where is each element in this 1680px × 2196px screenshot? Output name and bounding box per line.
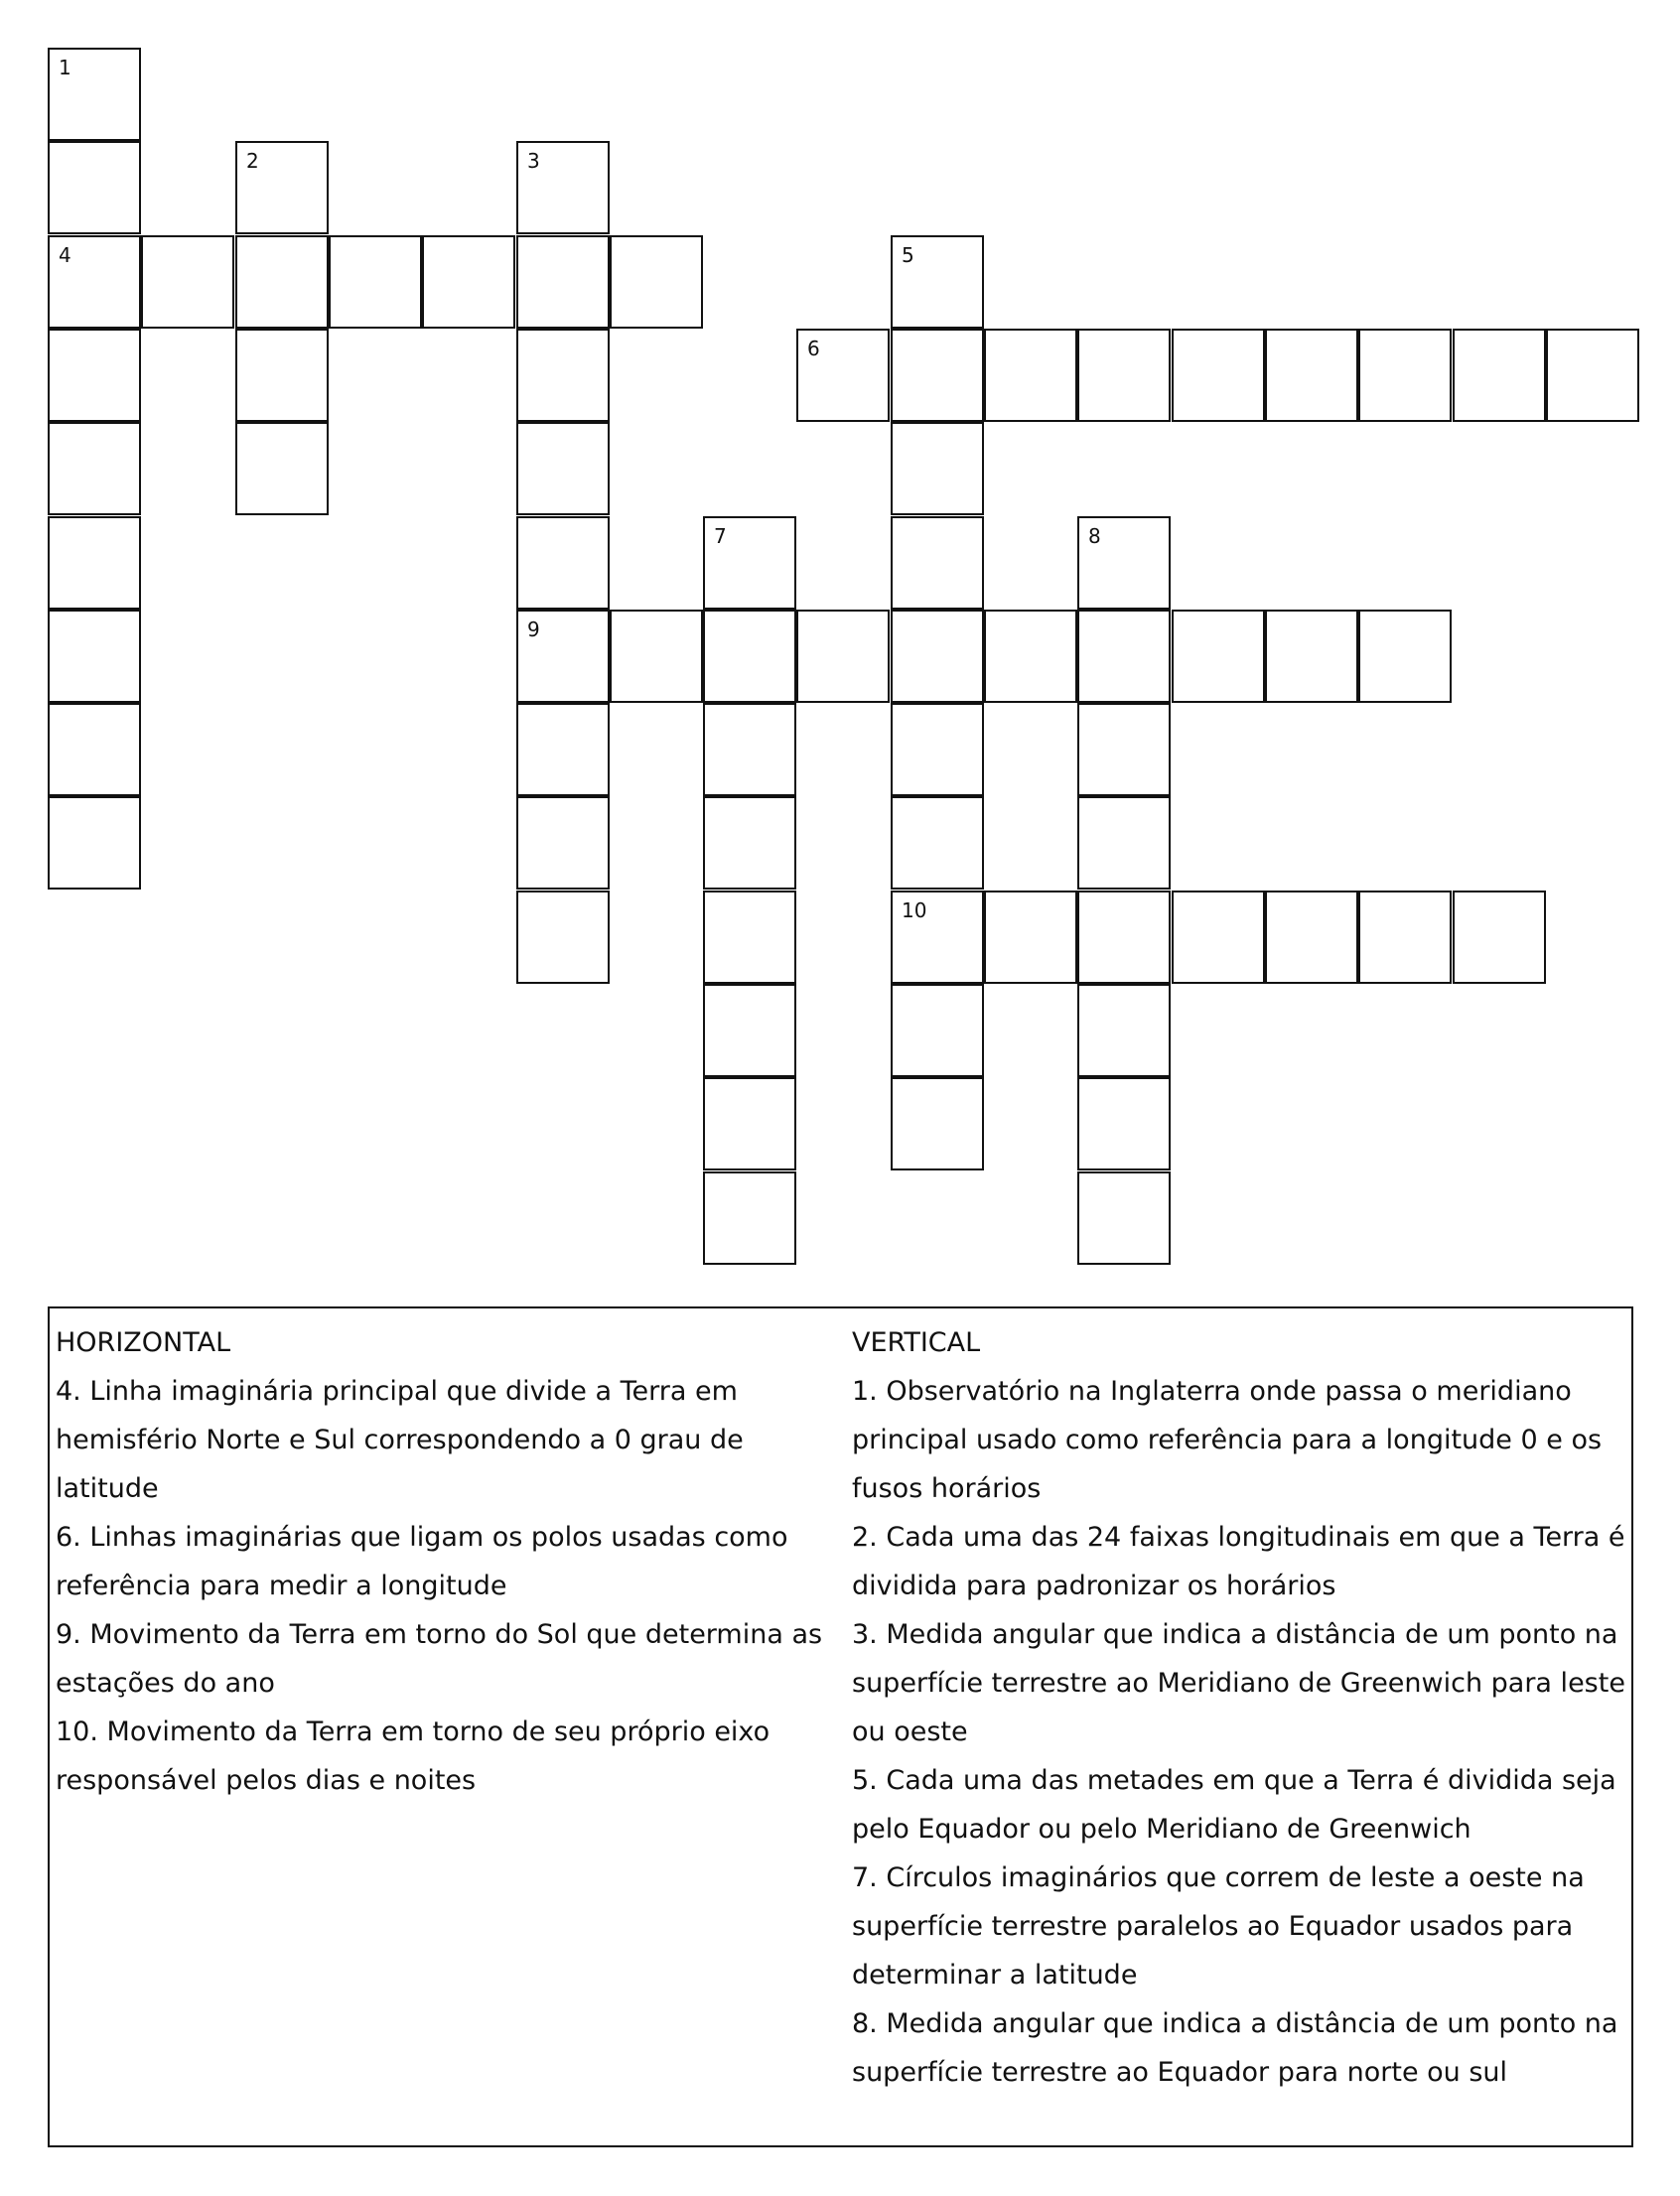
grid-cell[interactable] xyxy=(1265,329,1358,422)
grid-cell[interactable] xyxy=(48,235,141,329)
vertical-clues-column xyxy=(852,1318,1626,2097)
grid-cell[interactable] xyxy=(891,235,984,329)
grid-cell[interactable] xyxy=(984,610,1077,703)
grid-cell[interactable] xyxy=(891,422,984,515)
grid-cell[interactable] xyxy=(610,235,703,329)
grid-cell[interactable] xyxy=(1358,329,1452,422)
vertical-heading: VERTICAL xyxy=(852,1327,981,1358)
clue-number: 3 xyxy=(527,149,540,173)
clue-across-4: 4. Linha imaginária principal que divide a Terra em hemisfério Norte e Sul correspondendo a 0 grau de latitude xyxy=(56,1376,744,1504)
grid-cell[interactable] xyxy=(141,235,234,329)
clue-number: 1 xyxy=(59,56,71,79)
grid-cell[interactable] xyxy=(516,141,610,234)
grid-cell[interactable] xyxy=(1265,610,1358,703)
grid-cell[interactable] xyxy=(516,516,610,610)
clue-number: 2 xyxy=(246,149,259,173)
grid-cell[interactable] xyxy=(610,610,703,703)
grid-cell[interactable] xyxy=(1077,796,1171,890)
clue-down-5: 5. Cada uma das metades em que a Terra é dividida seja pelo Equador ou pelo Meridiano de Greenwich xyxy=(852,1765,1616,1845)
grid-cell[interactable] xyxy=(48,610,141,703)
clue-across-6: 6. Linhas imaginárias que ligam os polos usadas como referência para medir a longitude xyxy=(56,1522,788,1601)
clue-down-3: 3. Medida angular que indica a distância de um ponto na superfície terrestre ao Meridiano de Greenwich para leste ou oeste xyxy=(852,1619,1625,1747)
grid-cell[interactable] xyxy=(48,703,141,796)
grid-cell[interactable] xyxy=(1077,891,1171,984)
grid-cell[interactable] xyxy=(1172,891,1265,984)
grid-cell[interactable] xyxy=(796,329,890,422)
grid-cell[interactable] xyxy=(703,703,796,796)
grid-cell[interactable] xyxy=(891,796,984,890)
grid-cell[interactable] xyxy=(703,1077,796,1170)
grid-cell[interactable] xyxy=(703,796,796,890)
grid-cell[interactable] xyxy=(1358,891,1452,984)
clue-number: 5 xyxy=(902,243,914,267)
grid-cell[interactable] xyxy=(516,610,610,703)
grid-cell[interactable] xyxy=(235,422,329,515)
grid-cell[interactable] xyxy=(48,48,141,141)
grid-cell[interactable] xyxy=(1077,516,1171,610)
grid-cell[interactable] xyxy=(891,1077,984,1170)
grid-cell[interactable] xyxy=(1077,1171,1171,1265)
grid-cell[interactable] xyxy=(1172,610,1265,703)
grid-cell[interactable] xyxy=(516,703,610,796)
grid-cell[interactable] xyxy=(703,516,796,610)
clue-down-2: 2. Cada uma das 24 faixas longitudinais em que a Terra é dividida para padronizar os horários xyxy=(852,1522,1625,1601)
grid-cell[interactable] xyxy=(891,329,984,422)
horizontal-heading: HORIZONTAL xyxy=(56,1327,231,1358)
clue-number: 9 xyxy=(527,618,540,641)
grid-cell[interactable] xyxy=(1077,984,1171,1077)
grid-cell[interactable] xyxy=(235,141,329,234)
grid-cell[interactable] xyxy=(48,141,141,234)
grid-cell[interactable] xyxy=(235,329,329,422)
grid-cell[interactable] xyxy=(891,891,984,984)
grid-cell[interactable] xyxy=(329,235,422,329)
grid-cell[interactable] xyxy=(891,703,984,796)
grid-cell[interactable] xyxy=(48,329,141,422)
grid-cell[interactable] xyxy=(1358,610,1452,703)
grid-cell[interactable] xyxy=(984,891,1077,984)
grid-cell[interactable] xyxy=(703,610,796,703)
clue-down-8: 8. Medida angular que indica a distância de um ponto na superfície terrestre ao Equador para norte ou sul xyxy=(852,2008,1618,2088)
grid-cell[interactable] xyxy=(703,891,796,984)
horizontal-clues-column xyxy=(56,1318,850,1805)
grid-cell[interactable] xyxy=(516,235,610,329)
grid-cell[interactable] xyxy=(984,329,1077,422)
clue-number: 6 xyxy=(807,337,820,360)
grid-cell[interactable] xyxy=(48,422,141,515)
grid-cell[interactable] xyxy=(891,516,984,610)
grid-cell[interactable] xyxy=(1077,329,1171,422)
grid-cell[interactable] xyxy=(1077,610,1171,703)
grid-cell[interactable] xyxy=(516,422,610,515)
clue-across-9: 9. Movimento da Terra em torno do Sol que determina as estações do ano xyxy=(56,1619,823,1699)
grid-cell[interactable] xyxy=(1077,1077,1171,1170)
grid-cell[interactable] xyxy=(1453,891,1546,984)
grid-cell[interactable] xyxy=(48,516,141,610)
grid-cell[interactable] xyxy=(796,610,890,703)
grid-cell[interactable] xyxy=(891,984,984,1077)
grid-cell[interactable] xyxy=(1172,329,1265,422)
grid-cell[interactable] xyxy=(1546,329,1639,422)
grid-cell[interactable] xyxy=(1453,329,1546,422)
grid-cell[interactable] xyxy=(1265,891,1358,984)
grid-cell[interactable] xyxy=(703,1171,796,1265)
grid-cell[interactable] xyxy=(891,610,984,703)
clue-number: 4 xyxy=(59,243,71,267)
grid-cell[interactable] xyxy=(516,329,610,422)
clue-number: 7 xyxy=(714,524,727,548)
clue-number: 10 xyxy=(902,898,927,922)
clue-across-10: 10. Movimento da Terra em torno de seu próprio eixo responsável pelos dias e noites xyxy=(56,1716,770,1796)
clues-panel xyxy=(48,1306,1633,2147)
grid-cell[interactable] xyxy=(48,796,141,890)
grid-cell[interactable] xyxy=(516,796,610,890)
clue-down-1: 1. Observatório na Inglaterra onde passa o meridiano principal usado como referência para a longitude 0 e os fusos horários xyxy=(852,1376,1603,1504)
grid-cell[interactable] xyxy=(703,984,796,1077)
clue-down-7: 7. Círculos imaginários que correm de leste a oeste na superfície terrestre paralelos ao Equador usados para determinar a latitude xyxy=(852,1862,1585,1990)
grid-cell[interactable] xyxy=(422,235,515,329)
grid-cell[interactable] xyxy=(235,235,329,329)
grid-cell[interactable] xyxy=(1077,703,1171,796)
grid-cell[interactable] xyxy=(516,891,610,984)
clue-number: 8 xyxy=(1088,524,1101,548)
